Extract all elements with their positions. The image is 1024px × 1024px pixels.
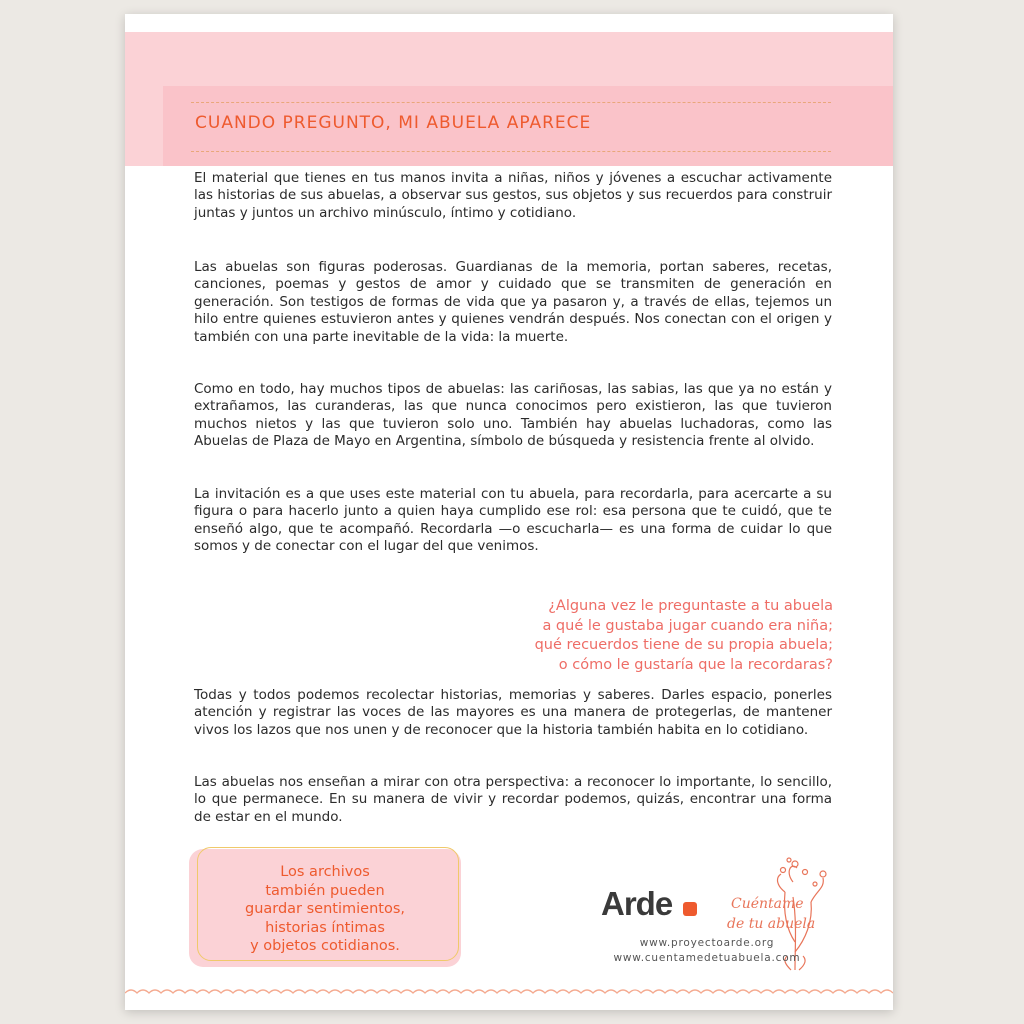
- cuentame-logo-line1: Cuéntame: [731, 896, 804, 912]
- quote-line: ¿Alguna vez le preguntaste a tu abuela: [548, 598, 833, 614]
- url-cuentamedetuabuela[interactable]: www.cuentamedetuabuela.com: [613, 952, 801, 964]
- callout-line: guardar sentimientos,: [244, 901, 405, 917]
- header-title-frame: [191, 102, 831, 152]
- paragraph-tipos-de-abuelas: Como en todo, hay muchos tipos de abuelas: las cariñosas, las sabias, las que ya no están y extrañamos, las curanderas, las que nunca conocimos pero existieron, las que tuvieron muchos nietos y las que tuvieron solo uno. También hay abuelas luchadoras, como las Abuelas de Plaza de Mayo en Argentina, símbolo de búsqueda y resistencia frente al olvido.: [194, 381, 832, 450]
- page-title: CUANDO PREGUNTO, MI ABUELA APARECE: [195, 113, 592, 133]
- paragraph-intro: El material que tienes en tus manos invita a niñas, niños y jóvenes a escuchar activamente las historias de sus abuelas, a observar sus gestos, sus objetos y sus recuerdos para construir juntas y juntos un archivo minúsculo, íntimo y cotidiano.: [194, 170, 832, 221]
- callout-text: [189, 863, 461, 956]
- cuentame-logo-line2: de tu abuela: [727, 916, 816, 932]
- callout-line: Los archivos: [280, 864, 370, 880]
- arde-logo: Arde: [601, 885, 673, 922]
- arde-logo-badge: [683, 902, 697, 916]
- quote-line: a qué le gustaba jugar cuando era niña;: [542, 617, 833, 634]
- paragraph-perspectiva: Las abuelas nos enseñan a mirar con otra perspectiva: a reconocer lo importante, lo sencillo, lo que permanece. En su manera de vivir y recordar podemos, quizás, encontrar una forma de estar en el mundo.: [194, 774, 832, 825]
- paragraph-invitacion: La invitación es a que uses este material con tu abuela, para recordarla, para acercarte a su figura o para hacerlo junto a quien haya cumplido ese rol: esa persona que te cuidó, que te enseñó algo, que te acompañó. Recordarla —o escucharla— es una forma de cuidar lo que somos y de conectar con el lugar del que venimos.: [194, 486, 832, 555]
- quote-line: qué recuerdos tiene de su propia abuela;: [534, 637, 833, 653]
- paragraph-abuelas-poderosas: Las abuelas son figuras poderosas. Guardianas de la memoria, portan saberes, recetas, canciones, poemas y gestos de amor y cuidado que se transmiten de generación en generación. Son testigos de formas de vida que ya pasaron y, a través de ellas, tejemos un hilo entre quienes estuvieron antes y quienes vendrán después. Nos conectan con el origen y también con una parte inevitable de la vida: la muerte.: [194, 259, 832, 345]
- pull-quote: [425, 597, 833, 675]
- footer-wave-border: [125, 986, 893, 1000]
- quote-line: o cómo le gustaría que la recordaras?: [558, 656, 833, 673]
- callout-line: y objetos cotidianos.: [250, 938, 400, 954]
- callout-line: historias íntimas: [265, 919, 385, 936]
- url-proyectoarde[interactable]: www.proyectoarde.org: [639, 937, 775, 949]
- callout-line: también pueden: [265, 882, 385, 899]
- document-page: [125, 14, 893, 1010]
- paragraph-recolectar: Todas y todos podemos recolectar historias, memorias y saberes. Darles espacio, ponerles atención y registrar las voces de las mayores es una manera de protegerlas, de mantener vivos los lazos que nos unen y de reconocer que la historia también habita en lo cotidiano.: [194, 687, 832, 738]
